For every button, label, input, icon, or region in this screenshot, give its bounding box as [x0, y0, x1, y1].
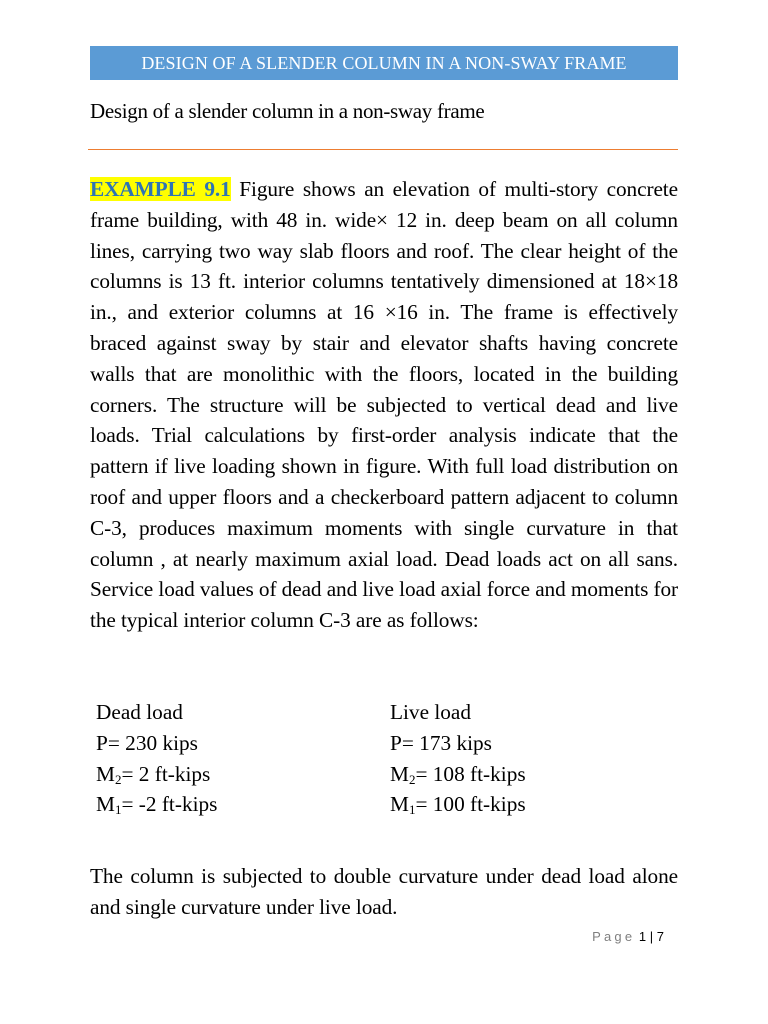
page-separator: |	[646, 929, 657, 944]
live-load-m2-value: = 108 ft-kips	[415, 761, 526, 786]
section-subtitle: Design of a slender column in a non-sway frame	[90, 99, 485, 123]
live-load-m1	[390, 789, 526, 820]
dead-load-m1-subscript: 1	[114, 802, 122, 818]
dead-load-m1	[96, 789, 217, 820]
dead-load-m2-symbol: M	[96, 761, 115, 786]
live-load-m1-symbol: M	[390, 792, 409, 817]
dead-load-m1-value: = -2 ft-kips	[121, 792, 218, 817]
live-load-m1-value: = 100 ft-kips	[415, 792, 526, 817]
example-paragraph	[90, 174, 678, 636]
page-number: 1	[638, 929, 647, 944]
live-load-heading: Live load	[390, 700, 472, 724]
live-load-column	[390, 697, 526, 820]
total-pages: 7	[656, 929, 664, 944]
dead-load-m1-symbol: M	[96, 792, 115, 817]
dead-load-column	[96, 697, 217, 820]
page-footer	[592, 929, 664, 944]
live-load-m2	[390, 759, 526, 790]
page-word: Page	[592, 929, 636, 944]
divider-line	[88, 149, 678, 150]
live-load-m2-subscript: 2	[408, 771, 416, 787]
live-load-m2-symbol: M	[390, 761, 409, 786]
dead-load-p: P= 230 kips	[96, 730, 198, 755]
example-label: EXAMPLE 9.1	[90, 177, 231, 201]
dead-load-heading: Dead load	[96, 700, 183, 724]
dead-load-m2-value: = 2 ft-kips	[121, 761, 211, 786]
header-banner	[90, 46, 678, 80]
dead-load-m2	[96, 759, 217, 790]
banner-title: DESIGN OF A SLENDER COLUMN IN A NON-SWAY FRAME	[141, 53, 627, 73]
live-load-p: P= 173 kips	[390, 730, 492, 755]
closing-paragraph: The column is subjected to double curvature under dead load alone and single curvature under live load.	[90, 864, 678, 919]
dead-load-m2-subscript: 2	[114, 771, 122, 787]
example-body-text: Figure shows an elevation of multi-story concrete frame building, with 48 in. wide× 12 in. deep beam on all column lines, carrying two way slab floors and roof. The clear height of the columns is 13 ft. interior columns tentatively dimensioned at 18×18 in., and exterior columns at 16 ×16 in. The frame is effectively braced against sway by stair and elevator shafts having concrete walls that are monolithic with the floors, located in the building corners. The structure will be subjected to vertical dead and live loads. Trial calculations by first-order analysis indicate that the pattern if live loading shown in figure. With full load distribution on roof and upper floors and a checkerboard pattern adjacent to column C-3, produces maximum moments with single curvature in that column , at nearly maximum axial load. Dead loads act on all sans. Service load values of dead and live load axial force and moments for the typical interior column C-3 are as follows:	[90, 177, 679, 633]
live-load-m1-subscript: 1	[408, 802, 416, 818]
